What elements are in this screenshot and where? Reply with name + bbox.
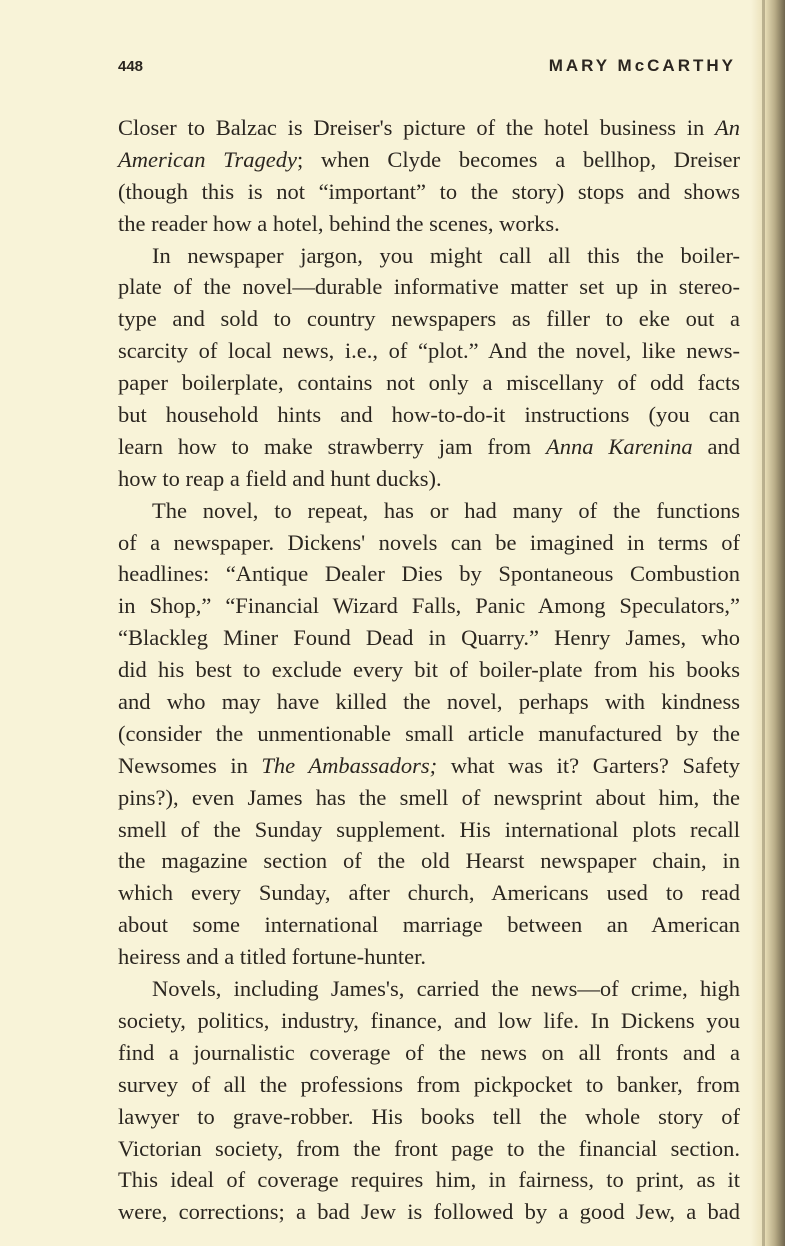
- text-segment: about some international marriage between an American: [118, 912, 740, 938]
- text-line: [118, 718, 740, 750]
- text-segment: learn how to make strawberry jam from: [118, 433, 547, 459]
- text-line: [118, 431, 740, 463]
- text-segment: but household hints and how-to-do-it instructions (you can: [118, 402, 740, 428]
- text-segment: scarcity of local news, i.e., of “plot.” And the novel, like news-: [118, 338, 740, 364]
- text-segment: In newspaper jargon, you might call all this the boiler-: [152, 242, 740, 268]
- page-gutter-edge: [751, 0, 785, 1246]
- text-segment: type and sold to country newspapers as filler to eke out a: [118, 306, 740, 332]
- text-segment: and who may have killed the novel, perhaps with kindness: [118, 689, 740, 715]
- text-line: [118, 941, 740, 973]
- text-line: [118, 303, 740, 335]
- text-line: [118, 144, 740, 176]
- italic-title-text: The Ambassadors;: [261, 752, 438, 778]
- text-segment: ; when Clyde becomes a bellhop, Dreiser: [296, 146, 741, 172]
- text-segment: in Shop,” “Financial Wizard Falls, Panic Among Speculators,”: [118, 593, 740, 619]
- page-number: 448: [118, 58, 144, 75]
- text-line: [118, 973, 740, 1005]
- text-segment: Novels, including James's, carried the news—of crime, high: [152, 976, 740, 1002]
- text-segment: how to reap a field and hunt ducks).: [118, 465, 442, 491]
- text-segment: the magazine section of the old Hearst newspaper chain, in: [118, 848, 740, 874]
- text-segment: paper boilerplate, contains not only a miscellany of odd facts: [118, 370, 740, 396]
- text-line: [118, 590, 740, 622]
- text-segment: heiress and a titled fortune-hunter.: [118, 944, 427, 970]
- text-line: [118, 782, 740, 814]
- text-line: [118, 463, 740, 495]
- text-line: [118, 176, 740, 208]
- text-segment: plate of the novel—durable informative matter set up in stereo-: [118, 274, 740, 300]
- text-line: [118, 845, 740, 877]
- text-segment: and: [692, 433, 740, 459]
- text-line: [118, 399, 740, 431]
- text-line: [118, 112, 740, 144]
- text-segment: lawyer to grave-robber. His books tell the whole story of: [118, 1103, 740, 1129]
- text-segment: Closer to Balzac is Dreiser's picture of the hotel business in: [118, 115, 715, 140]
- text-line: [118, 1005, 740, 1037]
- text-line: [118, 877, 740, 909]
- text-segment: The novel, to repeat, has or had many of the functions: [152, 497, 740, 523]
- text-segment: were, corrections; a bad Jew is followed by a good Jew, a bad: [118, 1199, 740, 1225]
- text-line: [118, 271, 740, 303]
- text-segment: survey of all the professions from pickpocket to banker, from: [118, 1071, 740, 1097]
- text-segment: “Blackleg Miner Found Dead in Quarry.” Henry James, who: [118, 625, 740, 651]
- text-line: [118, 558, 740, 590]
- text-line: [118, 654, 740, 686]
- text-line: [118, 814, 740, 846]
- text-segment: find a journalistic coverage of the news on all fronts and a: [118, 1039, 740, 1065]
- page-header: [118, 58, 736, 82]
- text-segment: the reader how a hotel, behind the scenes, works.: [118, 210, 560, 236]
- text-segment: of a newspaper. Dickens' novels can be imagined in terms of: [118, 529, 740, 555]
- italic-title-text: American Tragedy: [118, 146, 297, 172]
- text-line: [118, 1196, 740, 1228]
- text-segment: headlines: “Antique Dealer Dies by Spontaneous Combustion: [118, 561, 740, 587]
- italic-title-text: An: [715, 115, 740, 140]
- page-edge-line: [762, 0, 765, 1246]
- text-line: [118, 1069, 740, 1101]
- text-segment: Victorian society, from the front page to the financial section.: [118, 1135, 740, 1161]
- text-segment: (consider the unmentionable small article manufactured by the: [118, 720, 740, 746]
- text-line: [118, 335, 740, 367]
- text-segment: which every Sunday, after church, Americans used to read: [118, 880, 740, 906]
- text-line: [118, 1101, 740, 1133]
- text-line: [118, 208, 740, 240]
- text-line: [118, 495, 740, 527]
- body-text: [118, 112, 740, 1228]
- text-segment: Newsomes in: [118, 752, 262, 778]
- text-segment: smell of the Sunday supplement. His international plots recall: [118, 816, 740, 842]
- text-line: [118, 240, 740, 272]
- text-line: [118, 1164, 740, 1196]
- text-line: [118, 367, 740, 399]
- text-segment: This ideal of coverage requires him, in fairness, to print, as it: [118, 1167, 740, 1193]
- text-line: [118, 1037, 740, 1069]
- text-segment: what was it? Garters? Safety: [437, 752, 740, 778]
- text-line: [118, 750, 740, 782]
- italic-title-text: Anna Karenina: [546, 433, 693, 459]
- text-line: [118, 622, 740, 654]
- running-head: MARY McCARTHY: [548, 56, 736, 75]
- text-line: [118, 1133, 740, 1165]
- text-segment: (though this is not “important” to the story) stops and shows: [118, 178, 740, 204]
- text-segment: pins?), even James has the smell of newsprint about him, the: [118, 784, 740, 810]
- text-segment: society, politics, industry, finance, and low life. In Dickens you: [118, 1007, 740, 1033]
- text-line: [118, 909, 740, 941]
- text-line: [118, 686, 740, 718]
- text-segment: did his best to exclude every bit of boiler-plate from his books: [118, 657, 740, 683]
- text-line: [118, 527, 740, 559]
